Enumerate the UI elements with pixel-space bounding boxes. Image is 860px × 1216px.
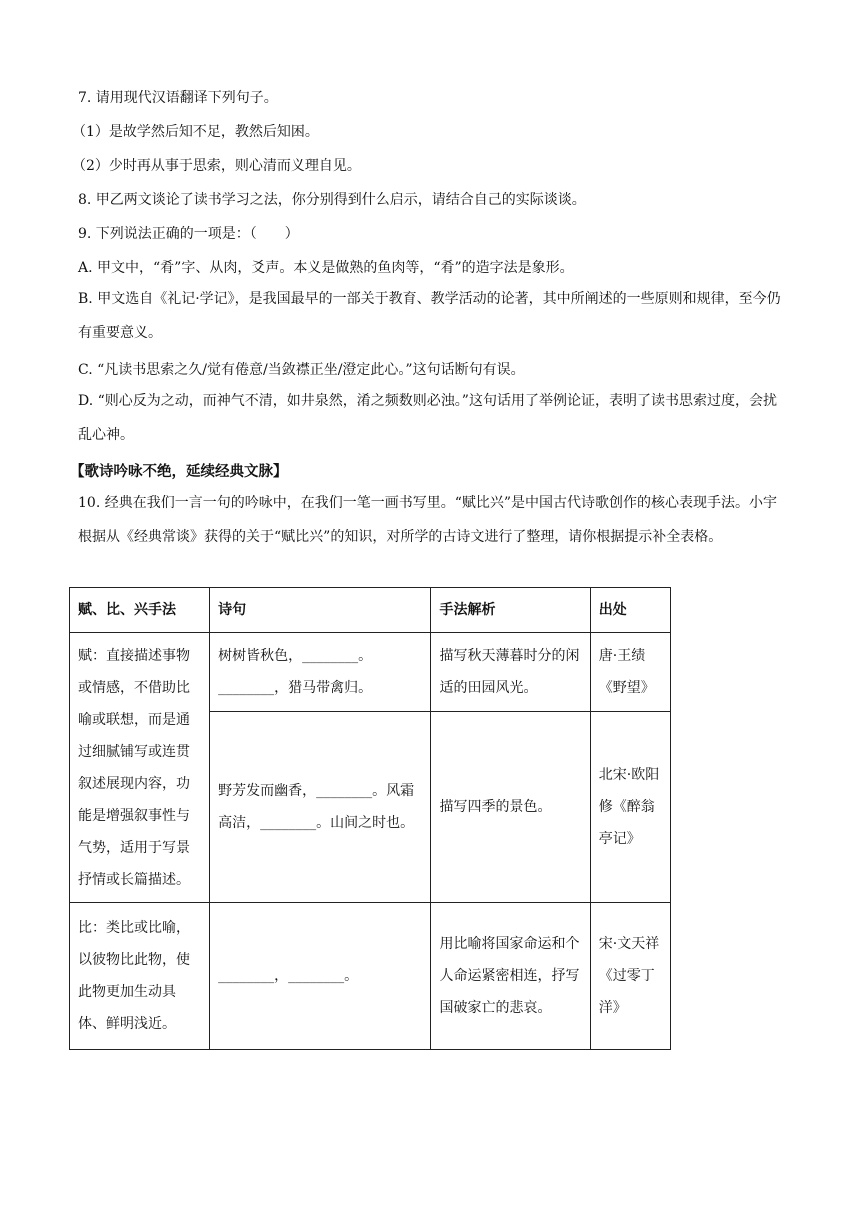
q7-item-2: （2）少时再从事于思索，则心清而义理自见。 — [72, 158, 361, 174]
q9-option-b: B. 甲文选自《礼记·学记》，是我国最早的一部关于教育、教学活动的论著，其中所阐述的一些原则和规律，至今仍有重要意义。 — [78, 291, 781, 341]
fubixing-table — [69, 587, 671, 1050]
q9-option-a: A. 甲文中，“肴”字、从肉，爻声。本义是做熟的鱼肉等，“肴”的造字法是象形。 — [78, 260, 574, 276]
source-cell: 唐·王绩《野望》 — [590, 633, 670, 712]
q10-prompt: 10. 经典在我们一言一句的吟咏中，在我们一笔一画书写里。“赋比兴”是中国古代诗歌创作的核心表现手法。小宇根据从《经典常谈》获得的关于“赋比兴”的知识，对所学的古诗文进行了整理，请你根据提示补全表格。 — [78, 495, 778, 545]
verse-cell: 树树皆秋色，________。________，猎马带禽归。 — [210, 633, 431, 712]
analysis-cell: 描写秋天薄暮时分的闲适的田园风光。 — [431, 633, 590, 712]
q8-prompt: 8. 甲乙两文谈论了读书学习之法，你分别得到什么启示，请结合自己的实际谈谈。 — [78, 192, 586, 208]
q9-option-d: D. “则心反为之动，而神气不清，如井泉然，淆之频数则必浊。”这句话用了举例论证，表明了读书思索过度，会扰乱心神。 — [78, 393, 777, 443]
header-analysis: 手法解析 — [431, 588, 590, 633]
method-fu-cell: 赋：直接描述事物或情感，不借助比喻或联想，而是通过细腻铺写或连贯叙述展现内容，功能是增强叙事性与气势，适用于写景抒情或长篇描述。 — [70, 633, 210, 903]
q9-prompt: 9. 下列说法正确的一项是：（ ） — [78, 226, 299, 242]
method-bi-cell: 比：类比或比喻，以彼物比此物，使此物更加生动具体、鲜明浅近。 — [70, 903, 210, 1050]
table-row — [70, 633, 671, 712]
analysis-cell: 描写四季的景色。 — [431, 712, 590, 903]
source-cell: 北宋·欧阳修《醉翁亭记》 — [590, 712, 670, 903]
q7-prompt: 7. 请用现代汉语翻译下列句子。 — [78, 90, 278, 106]
table-row — [70, 903, 671, 1050]
table-header-row — [70, 588, 671, 633]
verse-cell: ________，________。 — [210, 903, 431, 1050]
section-title: 【歌诗吟咏不绝，延续经典文脉】 — [70, 464, 288, 480]
analysis-cell: 用比喻将国家命运和个人命运紧密相连，抒写国破家亡的悲哀。 — [431, 903, 590, 1050]
verse-cell: 野芳发而幽香，________。风霜高洁，________。山间之时也。 — [210, 712, 431, 903]
header-verse: 诗句 — [210, 588, 431, 633]
q7-item-1: （1）是故学然后知不足，教然后知困。 — [72, 124, 319, 140]
header-method: 赋、比、兴手法 — [70, 588, 210, 633]
q9-option-c: C. “凡读书思索之久/觉有倦意/当敛襟正坐/澄定此心。”这句话断句有误。 — [78, 362, 525, 378]
header-source: 出处 — [590, 588, 670, 633]
source-cell: 宋·文天祥《过零丁洋》 — [590, 903, 670, 1050]
